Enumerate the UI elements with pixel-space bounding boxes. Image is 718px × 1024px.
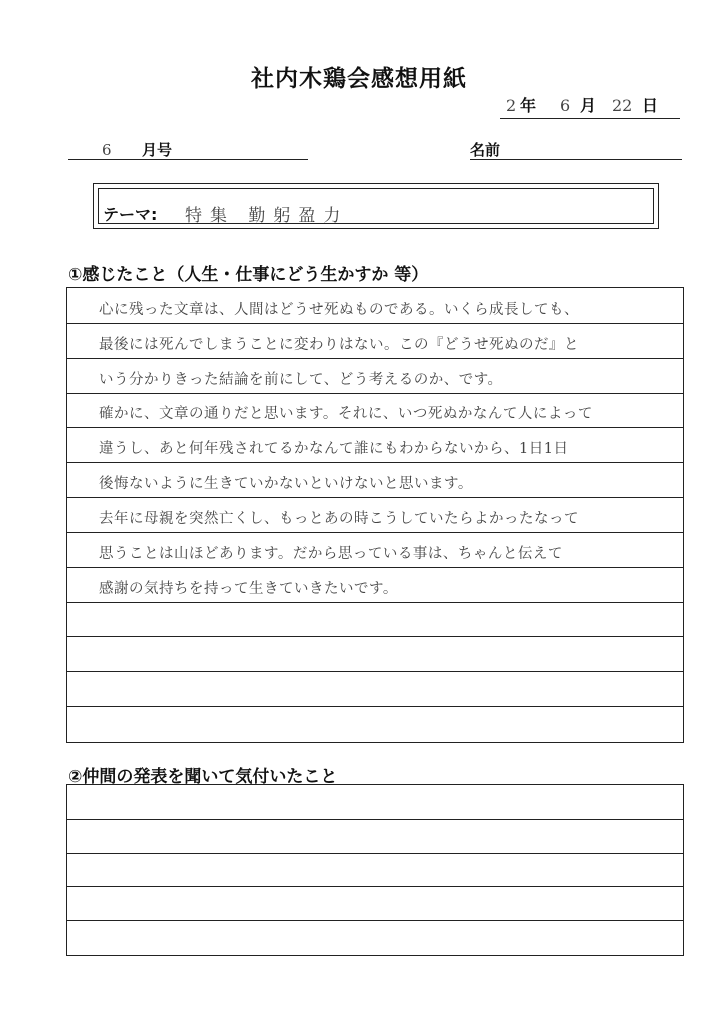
ruled-line-row xyxy=(67,671,683,707)
ruled-line-row xyxy=(67,886,683,921)
handwritten-line: 確かに、文章の通りだと思います。それに、いつ死ぬかなんて人によって xyxy=(99,406,593,423)
handwritten-line: 後悔ないように生きていかないといけないと思います。 xyxy=(99,476,473,493)
theme-value: 特集 勤躬盈力 xyxy=(185,206,349,226)
section2-heading: ②仲間の発表を聞いて気付いたこと xyxy=(68,767,338,787)
ruled-line-row xyxy=(67,706,683,741)
date-underline xyxy=(500,118,680,119)
ruled-line-row xyxy=(67,636,683,672)
handwritten-line: 最後には死んでしまうことに変わりはない。この『どうせ死ぬのだ』と xyxy=(99,336,579,353)
ruled-line-row xyxy=(67,602,683,638)
ruled-line-row xyxy=(67,323,683,359)
date-year-unit: 年 xyxy=(520,96,537,115)
name-field xyxy=(470,139,682,160)
ruled-line-row xyxy=(67,427,683,463)
date-year-value: 2 xyxy=(506,96,517,115)
handwritten-line: 違うし、あと何年残されてるかなんて誰にもわからないから、1日1日 xyxy=(99,441,569,458)
ruled-line-row xyxy=(67,853,683,888)
handwritten-line: 心に残った文章は、人間はどうせ死ぬものである。いくら成長しても、 xyxy=(99,301,579,318)
issue-value: 6 xyxy=(102,141,112,159)
section1-writing-box xyxy=(66,287,684,743)
ruled-line-row xyxy=(67,393,683,429)
handwritten-line: 感謝の気持ちを持って生きていきたいです。 xyxy=(99,580,398,597)
theme-inner-frame xyxy=(98,188,654,224)
date-month-unit: 月 xyxy=(580,96,597,115)
ruled-line-row xyxy=(67,567,683,603)
handwritten-line: 思うことは山ほどあります。だから思っている事は、ちゃんと伝えて xyxy=(99,545,563,562)
form-title: 社内木鶏会感想用紙 xyxy=(251,66,467,92)
ruled-line-row xyxy=(67,532,683,568)
ruled-line-row xyxy=(67,358,683,394)
handwritten-line: 去年に母親を突然亡くし、もっとあの時こうしていたらよかったなって xyxy=(99,510,579,527)
issue-field xyxy=(68,139,308,160)
ruled-line-row xyxy=(67,920,683,954)
theme-label: テーマ: xyxy=(103,205,158,224)
section2-writing-box xyxy=(66,784,684,956)
issue-unit: 月号 xyxy=(142,141,173,159)
section1-heading: ①感じたこと（人生・仕事にどう生かすか 等） xyxy=(68,265,429,285)
name-label: 名前 xyxy=(470,141,501,159)
ruled-line-row xyxy=(67,462,683,498)
date-day-value: 22 xyxy=(612,96,633,115)
ruled-line-row xyxy=(67,785,683,820)
ruled-line-row xyxy=(67,288,683,324)
ruled-line-row xyxy=(67,819,683,854)
date-field xyxy=(506,93,686,116)
ruled-line-row xyxy=(67,497,683,533)
theme-box xyxy=(93,183,659,229)
handwritten-line: いう分かりきった結論を前にして、どう考えるのか、です。 xyxy=(99,371,503,388)
date-month-value: 6 xyxy=(560,96,571,115)
date-day-unit: 日 xyxy=(642,96,659,115)
